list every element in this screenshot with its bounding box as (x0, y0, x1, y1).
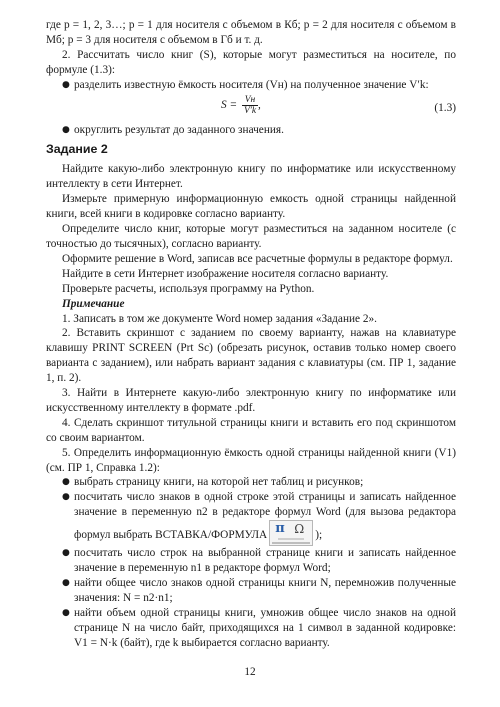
sub-bullet-text: найти общее число знаков одной страницы книги N, перемножив полученные значения: N = n2·n1; (74, 577, 456, 604)
formula-expression (221, 95, 261, 116)
intro-paragraph: где p = 1, 2, 3…; p = 1 для носителя с объемом в Кб; p = 2 для носителя с объемом в Мб; p = 3 для носителя с объемом в Гб и т. д. (46, 19, 456, 46)
omega-symbol: Ω (294, 522, 305, 537)
sub-bullet-text: найти объем одной страницы книги, умножив общее число знаков на одной странице N на число байт, приходящихся на 1 символ в заданной кодировке: V1 = N·k (байт), где k выбирается согласно варианту. (74, 606, 456, 649)
note-item: 1. Записать в том же документе Word номер задания «Задание 2». (62, 312, 377, 325)
formula-trail: , (258, 98, 261, 111)
sub-bullet-choose-page (46, 475, 456, 490)
sub-bullet-text: выбрать страницу книги, на которой нет таблиц и рисунков; (74, 476, 364, 489)
task-paragraph: Проверьте расчеты, используя программу на Python. (62, 282, 315, 295)
page-number: 12 (244, 666, 256, 678)
bullet-divide-text: разделить известную ёмкость носителя (Vн) на полученное значение V′k: (74, 78, 429, 91)
sub-bullet-text: посчитать число строк на выбранной странице книги и записать найденное значение в переменную n1 в редакторе формул Word; (74, 547, 456, 575)
bullet-icon: ● (62, 578, 70, 588)
pi-symbol: π (275, 521, 285, 537)
sub-bullet-count-chars (46, 490, 456, 546)
task-paragraph: Найдите какую-либо электронную книгу по информатике или искусственному интеллекту в сети Интернет. (46, 163, 456, 191)
bullet-round (46, 123, 456, 138)
task-2-heading: Задание 2 (46, 142, 108, 157)
sub-bullet-text: посчитать число знаков в одной строке этой страницы и записать найденное значение в переменную n2 в редакторе формул Word (для вызова редактора формул выбрать ВСТАВКА/ФОРМУЛА (74, 491, 456, 542)
formula-1-3 (46, 93, 456, 123)
bullet-icon: ● (62, 607, 70, 618)
note-title: Примечание (62, 297, 125, 310)
note-item: 5. Определить информационную ёмкость одной страницы найденной книги (V1) (см. ПР 1, Справка 1.2): (46, 446, 456, 474)
bullet-icon: ● (62, 124, 70, 135)
bullet-round-text: округлить результат до заданного значения. (74, 123, 284, 136)
formula-lhs: S = (221, 98, 238, 111)
bullet-icon: ● (62, 492, 70, 503)
formula-denominator: V′k (243, 105, 257, 116)
widget-caption-line (272, 542, 310, 544)
sub-bullet-total-chars (46, 576, 456, 606)
task-paragraph: Оформите решение в Word, записав все расчетные формулы в редакторе формул. (62, 252, 453, 265)
widget-caption-line (278, 538, 304, 540)
step-2-paragraph: 2. Рассчитать число книг (S), которые могут разместиться на носителе, по формуле (1.3): (46, 48, 456, 76)
task-paragraph: Измерьте примерную информационную емкость одной страницы найденной книги, всей книги в кодировке согласно варианту. (46, 193, 456, 221)
formula-fraction (242, 95, 258, 116)
note-item: 4. Сделать скриншот титульной страницы книги и вставить его под скриншотом со своим вариантом. (46, 416, 456, 444)
note-item: 3. Найти в Интернете какую-либо электронную книгу по информатике или искусственному интеллекту в формате .pdf. (46, 387, 456, 414)
equation-editor-icon (269, 520, 313, 546)
document-page (46, 18, 456, 651)
bullet-icon: ● (62, 79, 70, 90)
bullet-icon: ● (62, 477, 70, 488)
formula-numerator: Vн (242, 95, 258, 106)
sub-bullet-text-end: ); (315, 529, 323, 542)
task-paragraph: Определите число книг, которые могут разместиться на заданном носителе (с точностью до тысячных), согласно варианту. (46, 223, 456, 250)
bullet-divide (46, 78, 456, 93)
sub-bullet-page-volume (46, 606, 456, 651)
note-item: 2. Вставить скриншот с заданием по своему варианту, нажав на клавиатуре клавишу PRINT SCREEN (Prt Sc) (обрезать рисунок, оставив только номер своего варианта с заданием), или набрать вариант задания с клавиатуры (см. ПР 1, задание 1, п. 2). (46, 327, 456, 385)
task-paragraph: Найдите в сети Интернет изображение носителя согласно варианту. (62, 267, 389, 280)
formula-number: (1.3) (434, 101, 456, 114)
bullet-icon: ● (62, 548, 70, 559)
sub-bullet-count-lines (46, 546, 456, 576)
